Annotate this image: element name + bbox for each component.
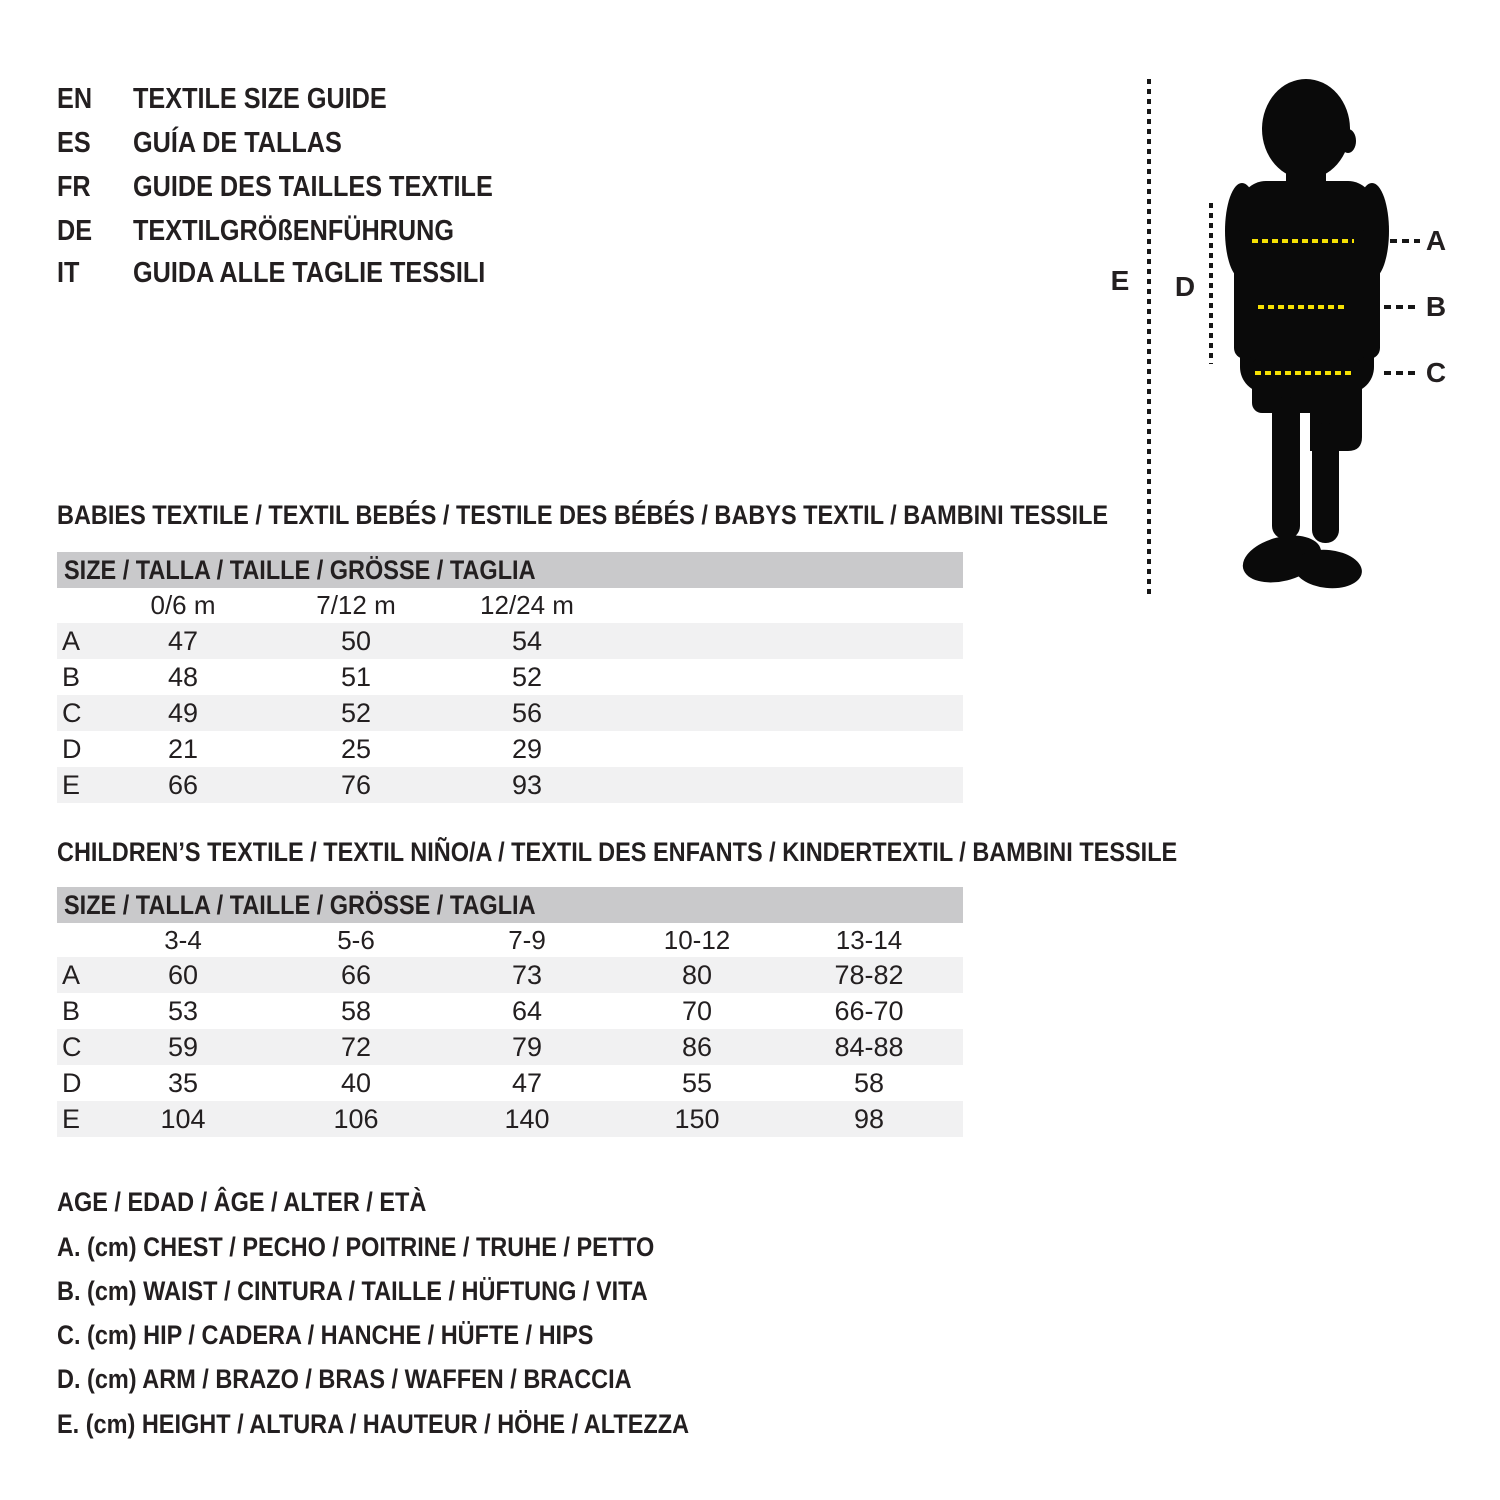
- cell-value: 52: [340, 698, 372, 728]
- cell-value: 59: [167, 1032, 199, 1062]
- legend-line: E. (cm) HEIGHT / ALTURA / HAUTEUR / HÖHE / ALTEZZA: [57, 1409, 690, 1439]
- language-code: ES: [57, 127, 91, 159]
- cell-value: 79: [511, 1032, 543, 1062]
- legend-line: A. (cm) CHEST / PECHO / POITRINE / TRUHE / PETTO: [57, 1232, 655, 1262]
- row-label: A: [62, 960, 81, 990]
- cell-value: 66: [167, 770, 199, 800]
- table-row: [57, 1101, 963, 1137]
- cell-value: 72: [340, 1032, 372, 1062]
- cell-value: 106: [333, 1104, 379, 1134]
- table-row: [57, 767, 963, 803]
- cell-value: 86: [681, 1032, 713, 1062]
- cell-value: 35: [167, 1068, 199, 1098]
- language-row: [0, 77, 700, 121]
- language-title: GUIDA ALLE TAGLIE TESSILI: [133, 257, 486, 289]
- marker-label-d: D: [1174, 271, 1196, 302]
- language-code: DE: [57, 215, 93, 247]
- column-header: 13-14: [835, 925, 903, 955]
- table-row: [57, 695, 963, 731]
- language-title: TEXTILGRÖßENFÜHRUNG: [133, 215, 454, 247]
- cell-value: 51: [340, 662, 372, 692]
- table-row: [57, 1029, 963, 1065]
- cell-value: 50: [340, 626, 372, 656]
- cell-value: 54: [511, 626, 543, 656]
- row-label: E: [62, 1104, 81, 1134]
- waist-dash-yellow: [1258, 305, 1348, 309]
- language-row: [0, 251, 700, 295]
- cell-value: 55: [681, 1068, 713, 1098]
- cell-value: 98: [853, 1104, 885, 1134]
- babies-table: [57, 552, 963, 803]
- cell-value: 48: [167, 662, 199, 692]
- babies-table-header: SIZE / TALLA / TAILLE / GRÖSSE / TAGLIA: [57, 552, 963, 588]
- chest-dash-black: [1390, 239, 1420, 243]
- cell-value: 78-82: [834, 960, 904, 990]
- cell-value: 70: [681, 996, 713, 1026]
- children-table: [57, 887, 963, 1137]
- row-label: C: [62, 1032, 82, 1062]
- cell-value: 64: [511, 996, 543, 1026]
- column-header: 12/24 m: [480, 590, 574, 620]
- cell-value: 40: [340, 1068, 372, 1098]
- legend-line: AGE / EDAD / ÂGE / ALTER / ETÀ: [57, 1187, 427, 1217]
- cell-value: 140: [504, 1104, 550, 1134]
- babies-section-title: BABIES TEXTILE / TEXTIL BEBÉS / TESTILE DES BÉBÉS / BABYS TEXTIL / BAMBINI TESSILE: [57, 500, 1109, 530]
- language-code: FR: [57, 171, 91, 203]
- language-title: GUÍA DE TALLAS: [133, 127, 342, 159]
- legend-line: D. (cm) ARM / BRAZO / BRAS / WAFFEN / BRACCIA: [57, 1364, 632, 1394]
- children-section-title: CHILDREN’S TEXTILE / TEXTIL NIÑO/A / TEXTIL DES ENFANTS / KINDERTEXTIL / BAMBINI TESSILE: [57, 837, 1178, 867]
- row-label: E: [62, 770, 81, 800]
- babies-column-headers: [57, 588, 963, 622]
- language-row: [0, 165, 700, 209]
- cell-value: 49: [167, 698, 199, 728]
- cell-value: 93: [511, 770, 543, 800]
- table-row: [57, 993, 963, 1029]
- table-row: [57, 623, 963, 659]
- children-table-header: SIZE / TALLA / TAILLE / GRÖSSE / TAGLIA: [57, 887, 963, 923]
- table-row: [57, 957, 963, 993]
- cell-value: 76: [340, 770, 372, 800]
- legend-line: C. (cm) HIP / CADERA / HANCHE / HÜFTE / HIPS: [57, 1320, 594, 1350]
- marker-label-a: A: [1425, 225, 1447, 256]
- column-header: 7-9: [508, 925, 546, 955]
- cell-value: 66-70: [834, 996, 904, 1026]
- table-row: [57, 659, 963, 695]
- language-title: TEXTILE SIZE GUIDE: [133, 83, 387, 115]
- marker-label-c: C: [1425, 357, 1447, 388]
- cell-value: 53: [167, 996, 199, 1026]
- children-column-headers: [57, 923, 963, 957]
- row-label: B: [62, 662, 81, 692]
- column-header: 10-12: [663, 925, 731, 955]
- table-row: [57, 1065, 963, 1101]
- cell-value: 66: [340, 960, 372, 990]
- arm-line-d: [1209, 203, 1213, 364]
- legend-line: B. (cm) WAIST / CINTURA / TAILLE / HÜFTUNG / VITA: [57, 1276, 648, 1306]
- hip-dash-black: [1384, 371, 1420, 375]
- column-header: 7/12 m: [316, 590, 396, 620]
- table-row: [57, 731, 963, 767]
- hip-dash-yellow: [1255, 371, 1355, 375]
- column-header: 3-4: [164, 925, 202, 955]
- cell-value: 47: [167, 626, 199, 656]
- column-header: 0/6 m: [150, 590, 216, 620]
- marker-label-b: B: [1425, 291, 1447, 322]
- language-row: [0, 121, 700, 165]
- cell-value: 29: [511, 734, 543, 764]
- cell-value: 52: [511, 662, 543, 692]
- row-label: A: [62, 626, 81, 656]
- cell-value: 58: [340, 996, 372, 1026]
- chest-dash-yellow: [1252, 239, 1354, 243]
- language-title: GUIDE DES TAILLES TEXTILE: [133, 171, 493, 203]
- row-label: B: [62, 996, 81, 1026]
- cell-value: 84-88: [834, 1032, 904, 1062]
- language-row: [0, 209, 700, 253]
- cell-value: 56: [511, 698, 543, 728]
- cell-value: 104: [160, 1104, 206, 1134]
- row-label: D: [62, 734, 82, 764]
- cell-value: 21: [167, 734, 199, 764]
- language-code: EN: [57, 83, 93, 115]
- cell-value: 73: [511, 960, 543, 990]
- row-label: D: [62, 1068, 82, 1098]
- row-label: C: [62, 698, 82, 728]
- cell-value: 150: [674, 1104, 720, 1134]
- language-code: IT: [57, 257, 80, 289]
- cell-value: 60: [167, 960, 199, 990]
- cell-value: 58: [853, 1068, 885, 1098]
- column-header: 5-6: [337, 925, 375, 955]
- cell-value: 80: [681, 960, 713, 990]
- marker-label-e: E: [1110, 265, 1130, 296]
- waist-dash-black: [1384, 305, 1420, 309]
- cell-value: 25: [340, 734, 372, 764]
- cell-value: 47: [511, 1068, 543, 1098]
